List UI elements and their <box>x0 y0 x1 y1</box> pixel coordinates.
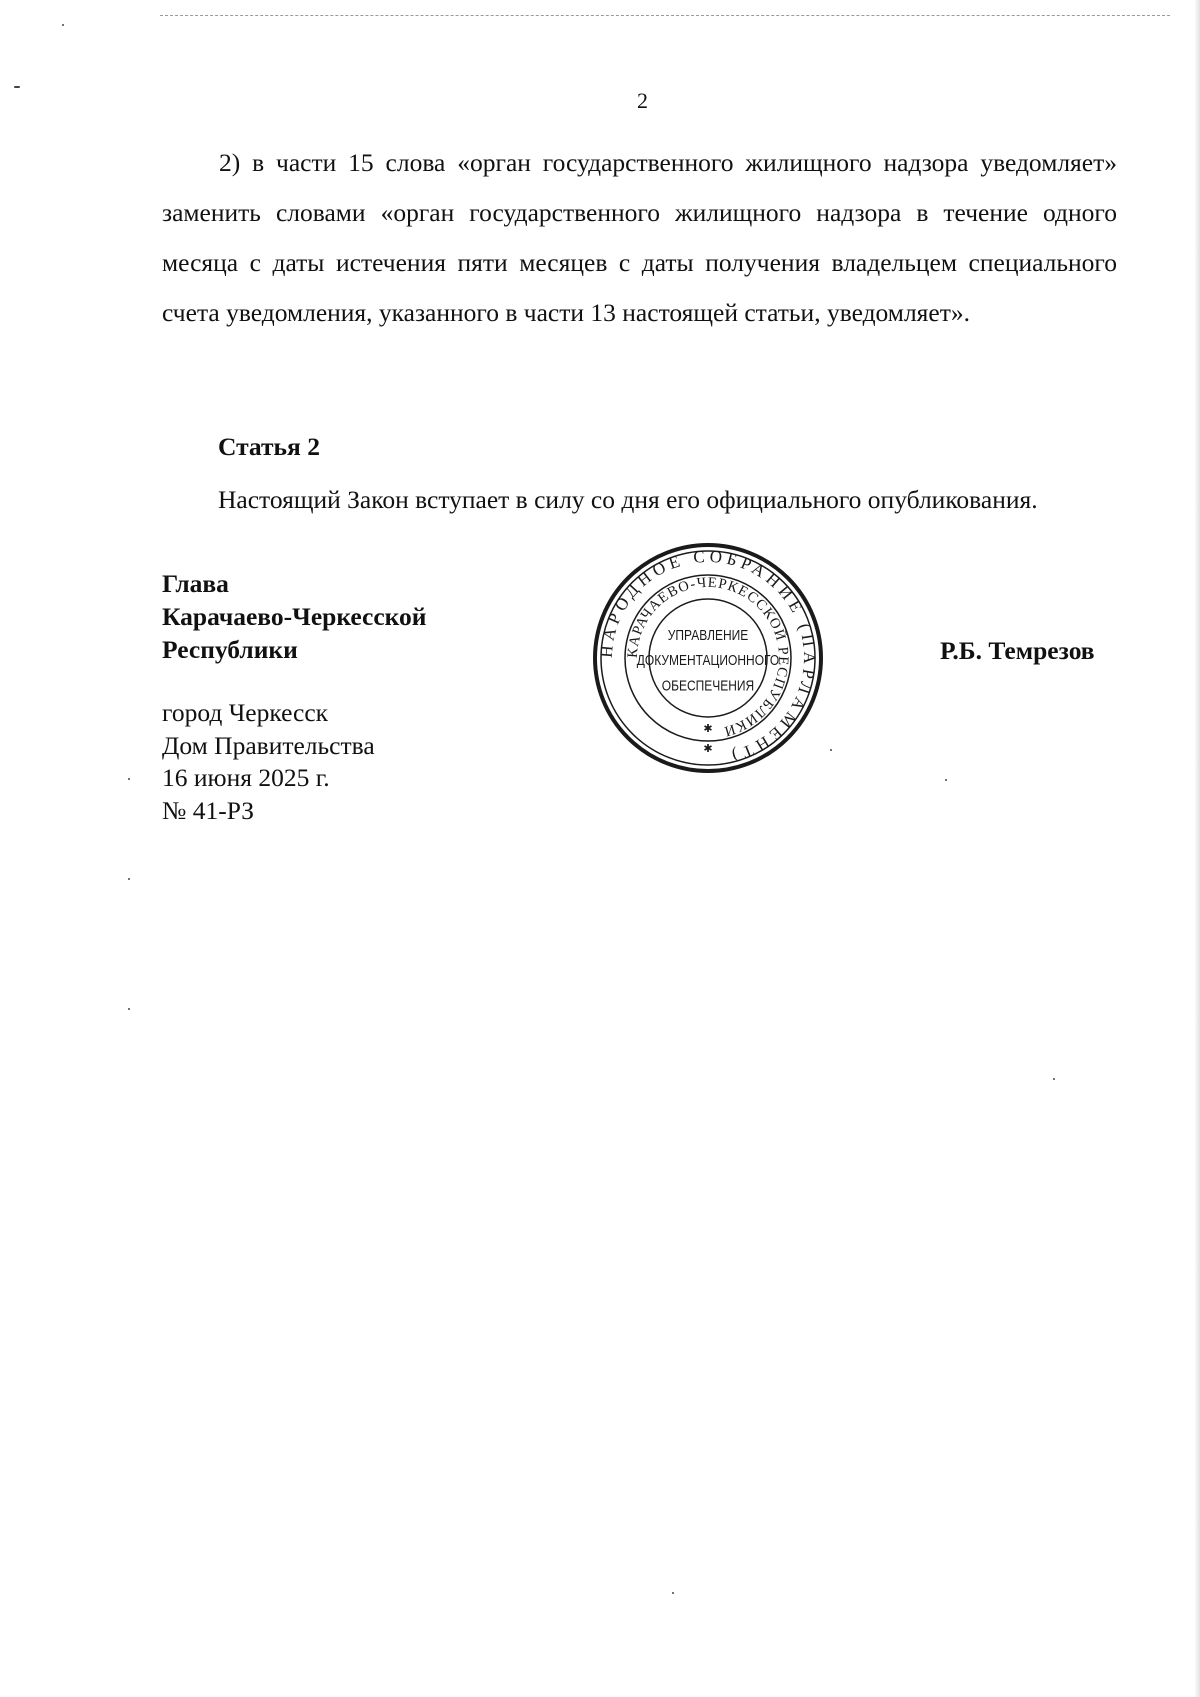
page-number: 2 <box>637 88 648 113</box>
building-line: Дом Правительства <box>162 730 375 760</box>
scan-edge-shadow <box>1194 0 1200 1697</box>
scan-speck <box>1053 1078 1055 1080</box>
seal-star-icon: ✱ <box>703 742 713 755</box>
seal-star-icon: ✱ <box>703 722 713 735</box>
scan-artifact-line <box>160 15 1170 16</box>
scan-speck <box>128 1008 130 1010</box>
city-line: город Черкесск <box>162 698 329 727</box>
seal-inner-text: КАРАЧАЕВО-ЧЕРКЕССКОЙ РЕСПУБЛИКИ <box>624 574 792 740</box>
official-seal-stamp <box>588 538 828 778</box>
scan-speck <box>672 1592 674 1594</box>
scan-speck <box>830 749 832 751</box>
date-line: 16 июня 2025 г. <box>162 763 330 792</box>
signatory-title-line: Карачаево-Черкесской <box>162 602 427 631</box>
seal-center-line: ДОКУМЕНТАЦИОННОГО <box>636 652 780 669</box>
seal-outer-text: НАРОДНОЕ СОБРАНИЕ (ПАРЛАМЕНТ) <box>596 546 820 767</box>
signatory-title-line: Глава <box>162 569 229 598</box>
article-heading: Статья 2 <box>218 432 320 461</box>
law-number-line: № 41-РЗ <box>162 795 254 825</box>
scan-speck <box>62 24 64 26</box>
scan-speck <box>945 779 947 781</box>
place-and-date-block <box>162 697 375 827</box>
seal-center-line: ОБЕСПЕЧЕНИЯ <box>661 677 755 694</box>
signatory-title-line: Республики <box>162 635 298 664</box>
article-text: Настоящий Закон вступает в силу со дня его официального опубликования. <box>218 485 1038 514</box>
seal-center-line: УПРАВЛЕНИЕ <box>667 626 749 644</box>
scan-speck <box>128 778 130 780</box>
scan-speck <box>128 878 130 880</box>
signatory-title <box>162 567 426 666</box>
amendment-paragraph <box>162 138 1117 338</box>
amendment-text: 2) в части 15 слова «орган государственного жилищного надзора уведомляет» заменить словами «орган государственного жилищного надзора в течение одного месяца с даты истечения пяти месяцев с даты получения владельцем специального счета уведомления, указанного в части 13 настоящей статьи, уведомляет». <box>162 148 1117 327</box>
signatory-name: Р.Б. Темрезов <box>940 636 1095 665</box>
